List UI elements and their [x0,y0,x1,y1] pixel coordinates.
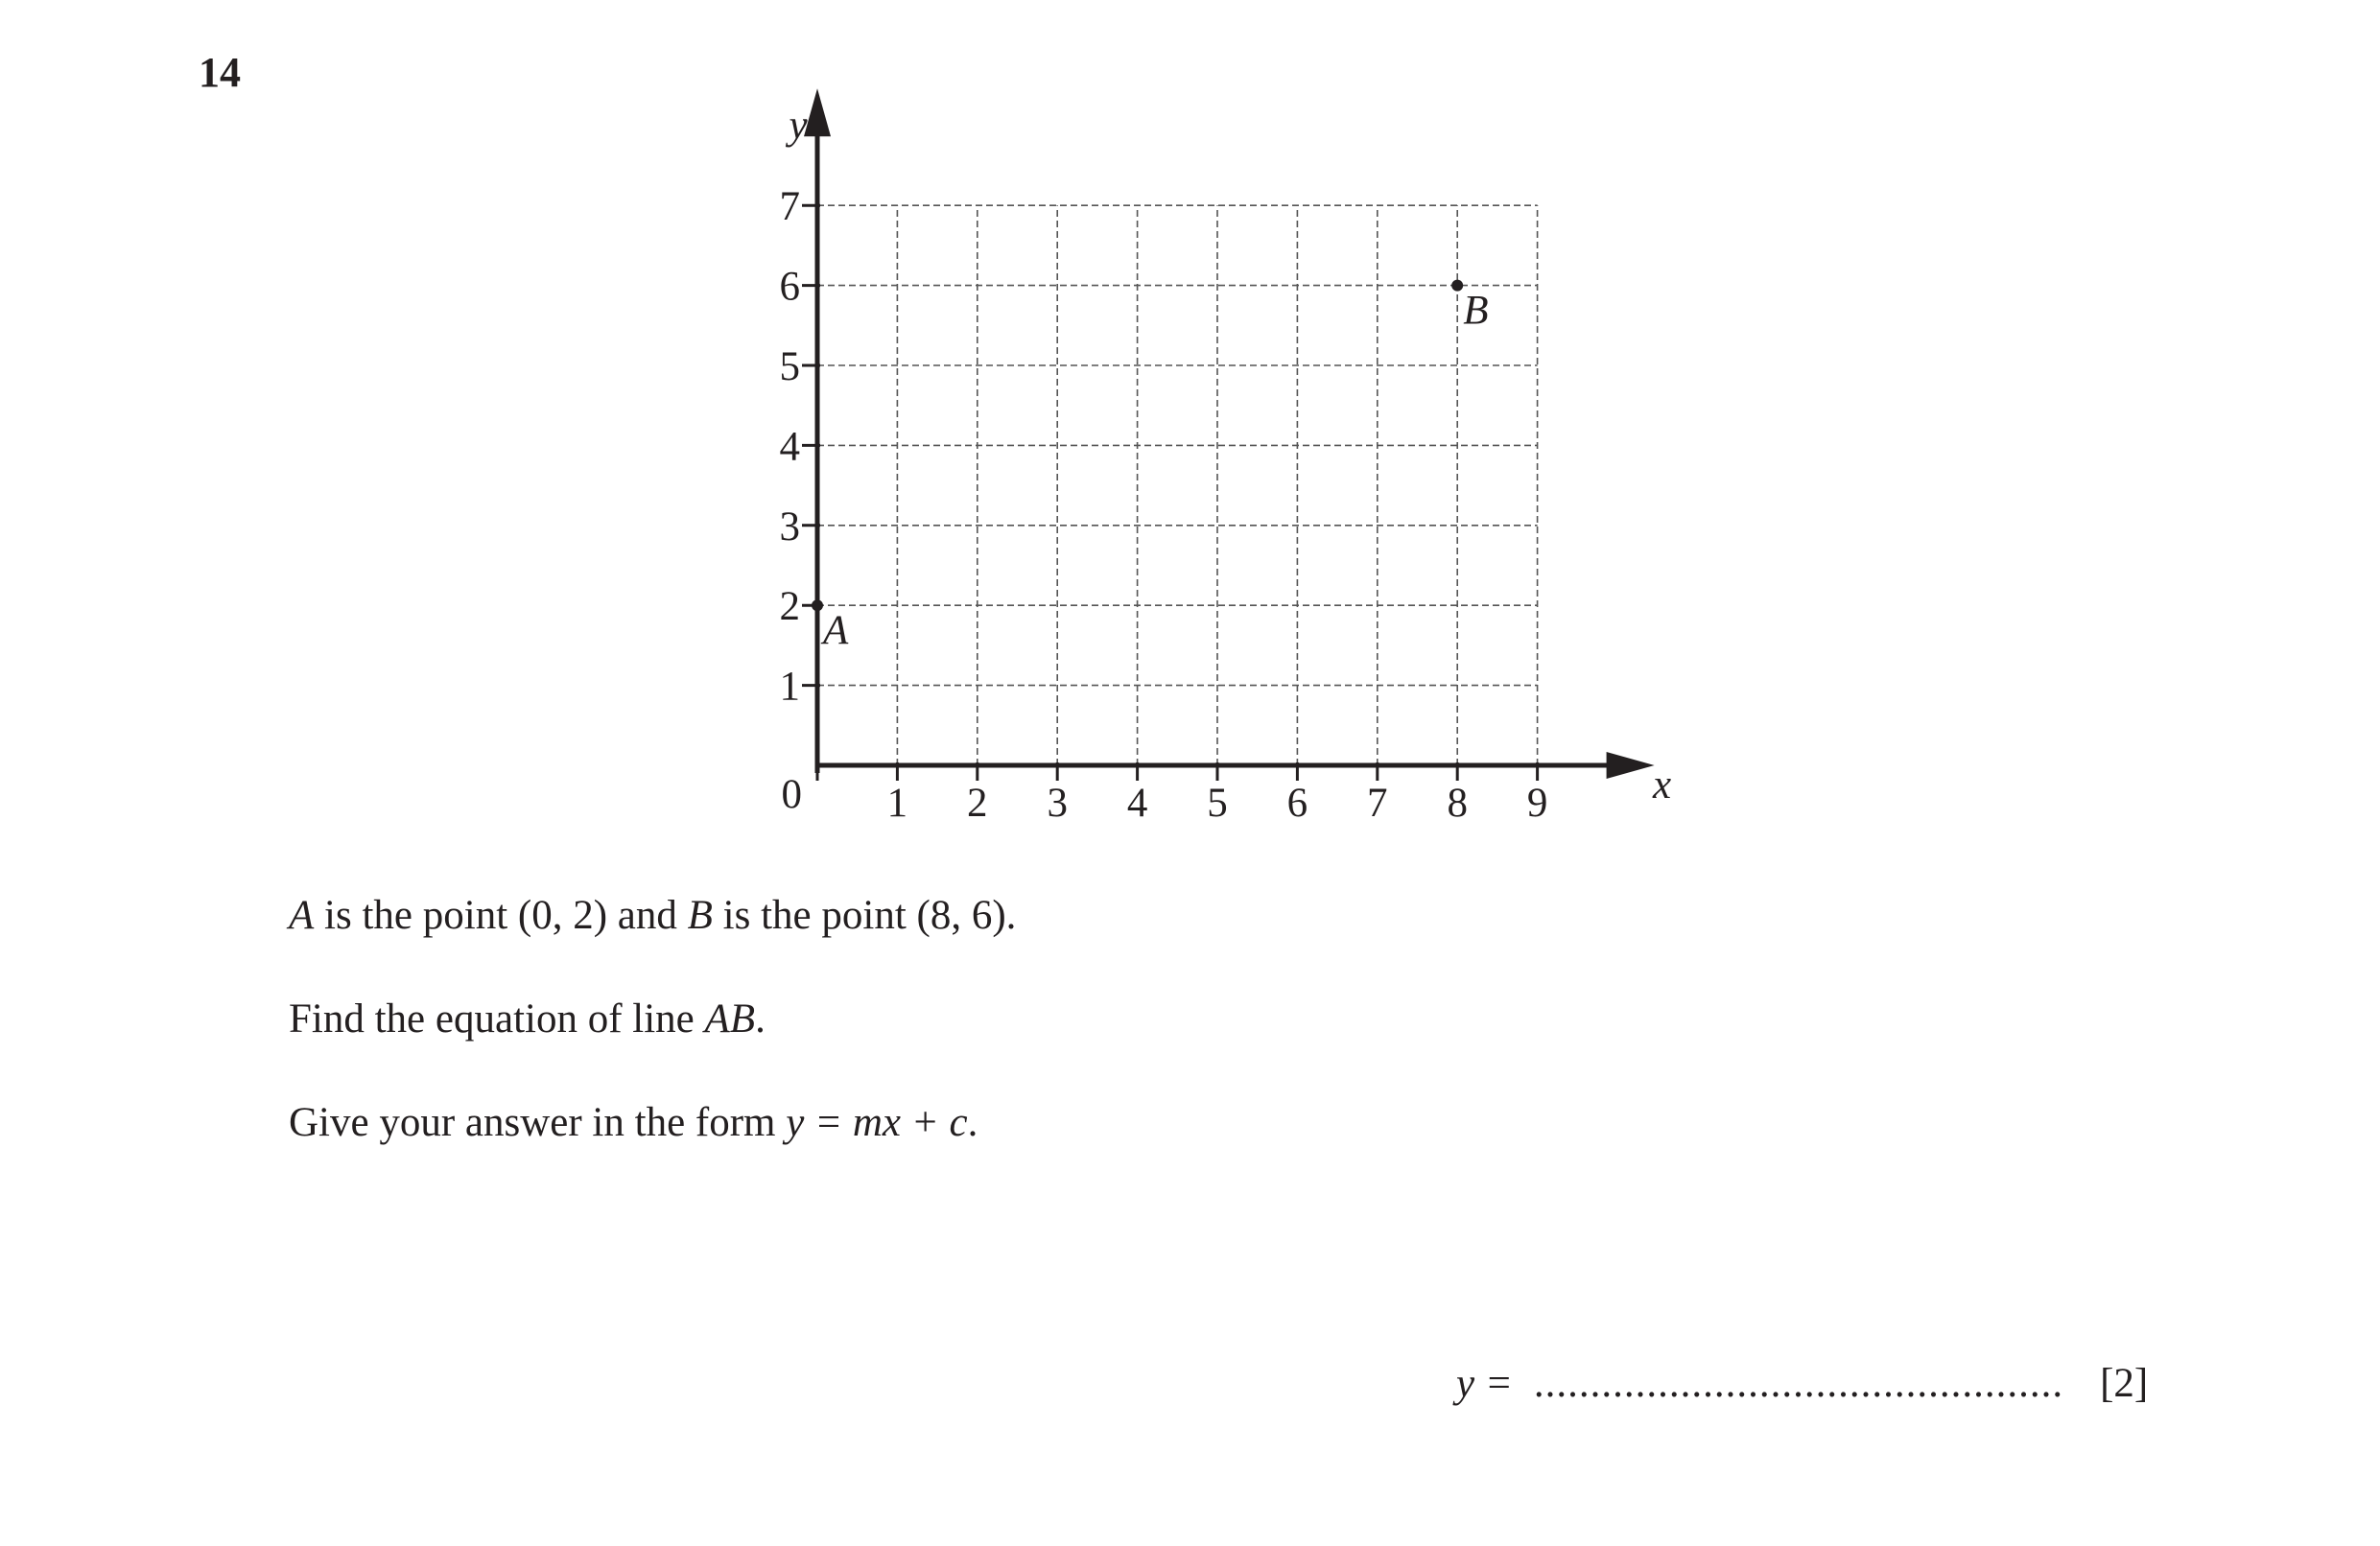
statement-line-1 [289,892,1016,939]
instruction-text: Give your answer in the form [289,1100,787,1145]
instruction-text: Find the equation of line [289,996,705,1042]
x-axis-arrow-icon [1607,752,1655,779]
point-label-a: A [823,608,849,654]
axes [804,88,1655,779]
grid-lines [817,205,1538,765]
instruction-text: . [967,1100,978,1145]
marks-label: [2] [2100,1361,2149,1406]
y-tick-label: 2 [779,584,800,630]
origin-label: 0 [781,772,802,817]
x-axis-label: x [1653,762,1672,808]
x-tick-label: 5 [1207,781,1228,826]
x-tick-label: 9 [1526,781,1548,826]
x-tick-label: 6 [1286,781,1308,826]
point-a-ref: A [289,893,315,938]
x-tick-label: 1 [886,781,908,826]
y-tick-label: 7 [779,184,800,230]
points [812,280,1488,654]
y-tick-label: 1 [779,664,800,710]
y-axis-arrow-icon [804,88,831,136]
point-label-b: B [1463,288,1489,334]
y-tick-label: 5 [779,344,800,389]
answer-prefix: y = [1456,1361,1513,1406]
y-axis-label: y [789,103,808,149]
statement-line-2 [289,996,766,1042]
statement-line-3 [289,1099,978,1146]
statement-text: is the point (0, 2) and [314,893,688,938]
y-tick-label: 6 [779,264,800,310]
ticks [802,205,1538,781]
x-tick-label: 3 [1047,781,1068,826]
form-formula: y = mx + c [786,1100,968,1145]
x-tick-label: 4 [1126,781,1148,826]
y-tick-label: 3 [779,504,800,550]
point-b [1451,280,1463,292]
point-a [812,599,823,611]
instruction-text: . [755,996,766,1042]
y-tick-label: 4 [779,424,800,470]
answer-line [1456,1360,2148,1407]
x-tick-label: 8 [1447,781,1468,826]
statement-text: is the point (8, 6). [712,893,1017,938]
x-tick-label: 2 [967,781,988,826]
x-tick-label: 7 [1367,781,1388,826]
line-ab-ref: AB [704,996,756,1042]
answer-space[interactable]: ............................................... [1533,1361,2064,1406]
question-number: 14 [199,49,241,96]
point-b-ref: B [687,893,713,938]
